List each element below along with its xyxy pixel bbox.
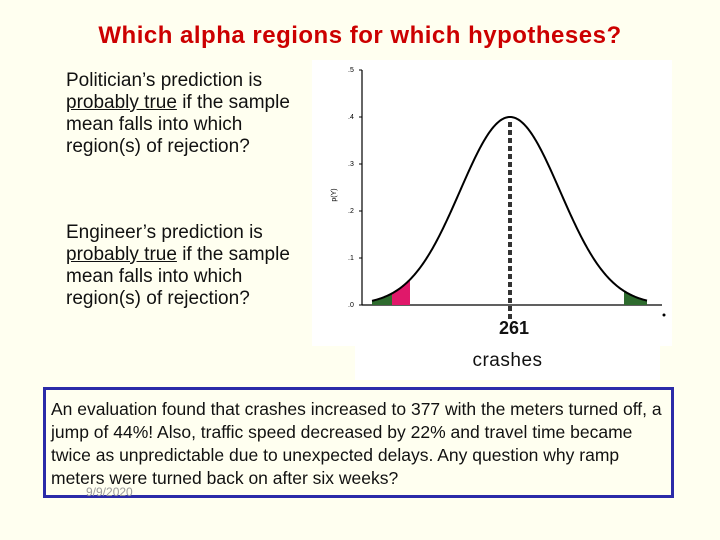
engineer-post: if the sample mean falls into which region(s) of rejection? [66, 244, 290, 309]
crashes-box [355, 344, 660, 380]
normal-curve-chart [312, 60, 672, 346]
engineer-question [66, 222, 306, 310]
y-tick-label: .2 [348, 208, 354, 215]
chart-svg [312, 60, 672, 346]
crashes-label: crashes [472, 350, 543, 371]
y-ticks [348, 67, 362, 309]
x-axis-end-dot [663, 314, 666, 317]
normal-curve [372, 117, 647, 301]
politician-question [66, 70, 306, 158]
y-tick-label: .1 [348, 255, 354, 262]
evaluation-callout [43, 387, 674, 498]
y-tick-label: .0 [348, 302, 354, 309]
politician-underline: probably true [66, 92, 177, 113]
callout-text: An evaluation found that crashes increased to 377 with the meters turned off, a jump of 44%! Also, traffic speed decreased by 22% and travel time became twice as unpredictable due to unexpected delays. Any question why ramp meters were turned back on after six weeks? [51, 399, 662, 488]
slide-title: Which alpha regions for which hypotheses? [98, 22, 622, 49]
y-tick-label: .4 [348, 114, 354, 121]
politician-pre: Politician’s prediction is [66, 70, 263, 91]
mean-value-label: 261 [498, 318, 530, 338]
engineer-underline: probably true [66, 244, 177, 265]
engineer-pre: Engineer’s prediction is [66, 222, 263, 243]
y-tick-label: .5 [348, 67, 354, 74]
y-tick-label: .3 [348, 161, 354, 168]
politician-post: if the sample mean falls into which region(s) of rejection? [66, 92, 290, 157]
slide-date: 9/9/2020 [86, 485, 133, 499]
y-axis-label: p(Y) [331, 188, 338, 202]
